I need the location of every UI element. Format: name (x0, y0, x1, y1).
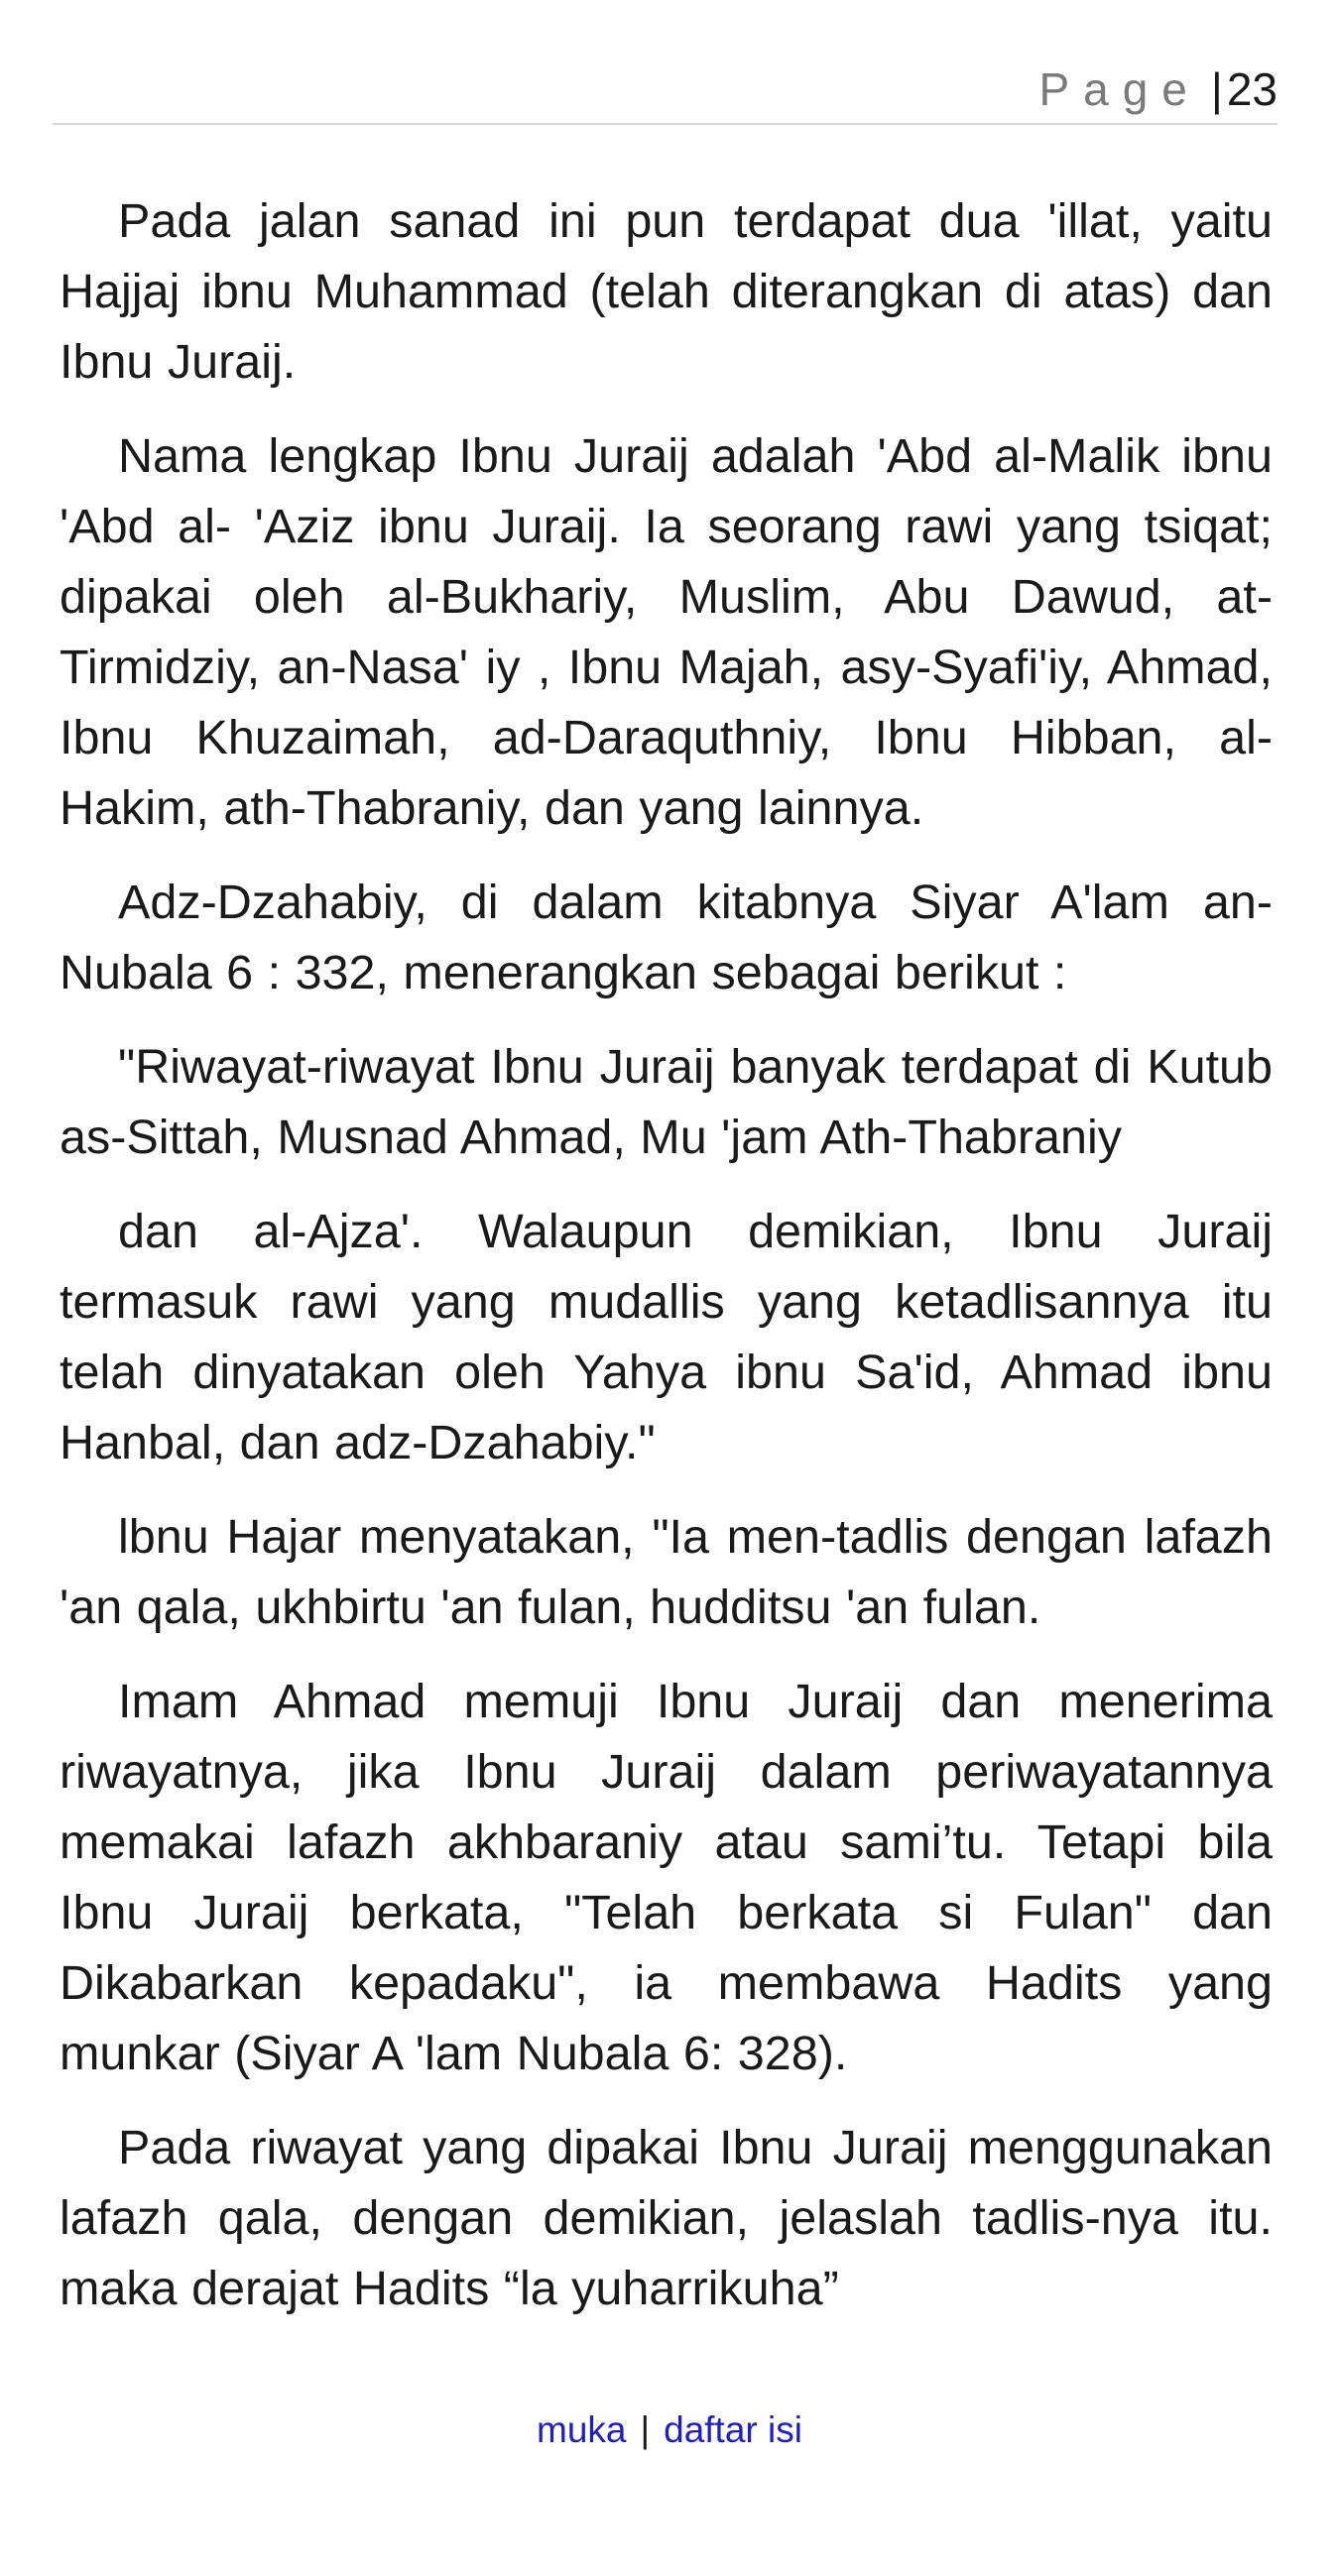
page-label: Page (1038, 63, 1201, 115)
footer-navigation (0, 2405, 1339, 2455)
page-number: 23 (1226, 63, 1278, 115)
footer-separator: | (640, 2409, 651, 2450)
cover-link[interactable]: muka (537, 2409, 627, 2450)
page-header (53, 59, 1278, 125)
paragraph-5: dan al-Ajza'. Walaupun demikian, Ibnu Juraij termasuk rawi yang mudallis yang ketadlisannya itu telah dinyatakan oleh Yahya ibnu Sa'id, Ahmad ibnu Hanbal, dan adz-Dzahabiy." (60, 1205, 1273, 1469)
paragraph-6: lbnu Hajar menyatakan, "Ia men-tadlis dengan lafazh 'an qala, ukhbirtu 'an fulan, hudditsu 'an fulan. (60, 1510, 1273, 1634)
paragraph-3: Adz-Dzahabiy, di dalam kitabnya Siyar A'lam an-Nubala 6 : 332, menerangkan sebagai berikut : (60, 876, 1273, 999)
paragraph-2: Nama lengkap Ibnu Juraij adalah 'Abd al-Malik ibnu 'Abd al- 'Aziz ibnu Juraij. Ia seorang rawi yang tsiqat; dipakai oleh al-Bukhariy, Muslim, Abu Dawud, at- Tirmidziy, an-Nasa' iy , Ibnu Majah, asy-Syafi'iy, Ahmad, Ibnu Khuzaimah, ad-Daraquthniy, Ibnu Hibban, al-Hakim, ath-Thabraniy, dan yang lainnya. (60, 429, 1273, 835)
page-separator: | (1210, 63, 1223, 115)
paragraph-8: Pada riwayat yang dipakai Ibnu Juraij menggunakan lafazh qala, dengan demikian, jelaslah tadlis-nya itu. maka derajat Hadits “la yuharrikuha” (60, 2121, 1273, 2315)
paragraph-1: Pada jalan sanad ini pun terdapat dua 'illat, yaitu Hajjaj ibnu Muhammad (telah diterangkan di atas) dan Ibnu Juraij. (60, 194, 1273, 389)
paragraph-4: "Riwayat-riwayat Ibnu Juraij banyak terdapat di Kutub as-Sittah, Musnad Ahmad, Mu 'jam Ath-Thabraniy (60, 1040, 1273, 1164)
paragraph-7: Imam Ahmad memuji Ibnu Juraij dan menerima riwayatnya, jika Ibnu Juraij dalam periwayatannya memakai lafazh akhbaraniy atau sami’tu. Tetapi bila Ibnu Juraij berkata, "Telah berkata si Fulan" dan Dikabarkan kepadaku", ia membawa Hadits yang munkar (Siyar A 'lam Nubala 6: 328). (60, 1675, 1273, 2080)
document-body (60, 186, 1273, 2348)
table-of-contents-link[interactable]: daftar isi (664, 2409, 802, 2450)
